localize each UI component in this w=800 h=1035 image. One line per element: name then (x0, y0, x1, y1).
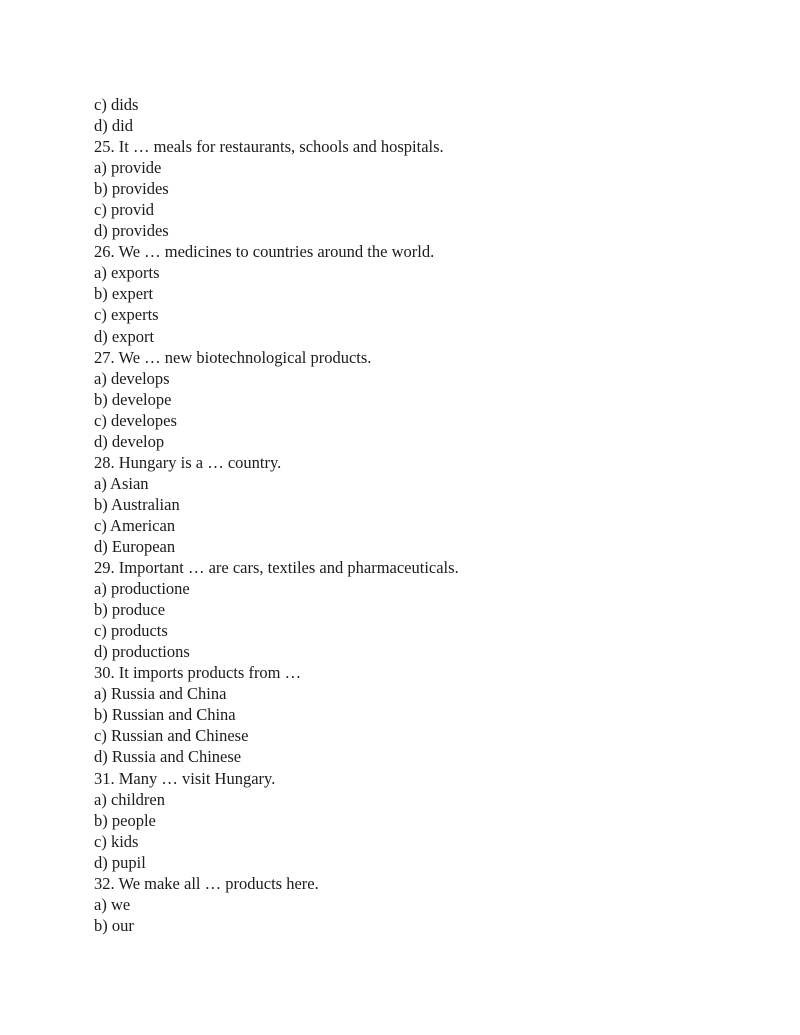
answer-option: b) Russian and China (94, 705, 236, 725)
question-text: 27. We … new biotechnological products. (94, 347, 372, 367)
answer-option: c) Russian and Chinese (94, 726, 249, 746)
answer-option: a) exports (94, 263, 160, 283)
question-text: 30. It imports products from … (94, 663, 302, 683)
answer-option: a) develops (94, 368, 170, 388)
answer-option: c) American (94, 515, 176, 535)
answer-option: c) provid (94, 200, 155, 220)
answer-option: c) developes (94, 410, 177, 430)
answer-option: b) develope (94, 389, 172, 409)
answer-option: b) provides (94, 179, 169, 199)
answer-option: d) European (94, 536, 176, 556)
answer-option: a) productione (94, 579, 190, 599)
question-text: 29. Important … are cars, textiles and pharmaceuticals. (94, 558, 459, 578)
question-text: 26. We … medicines to countries around the world. (94, 242, 435, 262)
answer-option: c) kids (94, 831, 139, 851)
answer-option: d) provides (94, 221, 169, 241)
question-text: 28. Hungary is a … country. (94, 452, 282, 472)
answer-option: c) products (94, 621, 168, 641)
answer-option: d) Russia and Chinese (94, 747, 242, 767)
answer-option: a) Asian (94, 473, 149, 493)
answer-option: a) provide (94, 158, 162, 178)
answer-option: d) did (94, 116, 133, 136)
question-text: 31. Many … visit Hungary. (94, 768, 276, 788)
question-text: 32. We make all … products here. (94, 873, 319, 893)
answer-option: a) Russia and China (94, 684, 227, 704)
answer-option: b) produce (94, 600, 166, 620)
question-text: 25. It … meals for restaurants, schools and hospitals. (94, 137, 444, 157)
question-list (94, 94, 774, 936)
answer-option: c) dids (94, 95, 139, 114)
answer-option: d) export (94, 326, 155, 346)
answer-option: b) Australian (94, 494, 180, 514)
answer-option: d) pupil (94, 852, 146, 872)
answer-option: a) children (94, 789, 166, 809)
answer-option: d) productions (94, 642, 190, 662)
answer-option: b) our (94, 915, 134, 935)
answer-option: c) experts (94, 305, 159, 325)
answer-option: b) people (94, 810, 156, 830)
answer-option: d) develop (94, 431, 165, 451)
answer-option: b) expert (94, 284, 154, 304)
answer-option: a) we (94, 894, 131, 914)
